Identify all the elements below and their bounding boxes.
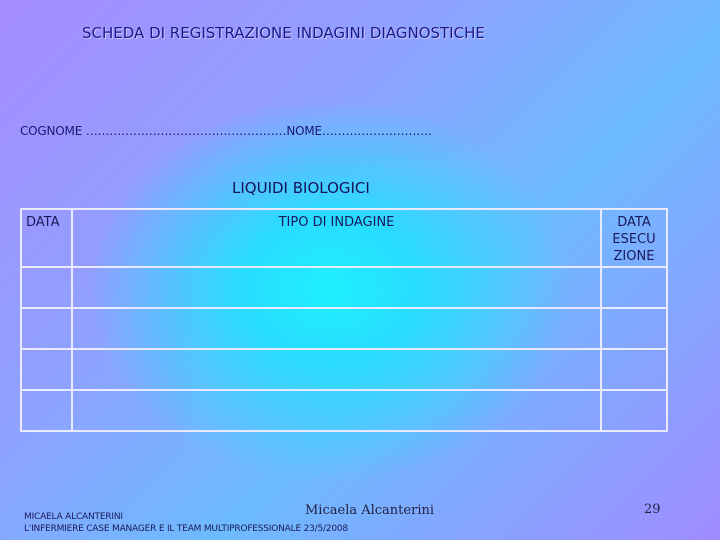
table-cell[interactable] xyxy=(601,267,667,308)
table-cell[interactable] xyxy=(601,308,667,349)
table-cell[interactable] xyxy=(21,390,72,431)
surname-label: COGNOME xyxy=(20,124,83,138)
table-cell[interactable] xyxy=(72,308,601,349)
table-cell[interactable] xyxy=(21,349,72,390)
table-row xyxy=(21,308,667,349)
name-field[interactable]: ………………………. xyxy=(321,124,432,138)
table-cell[interactable] xyxy=(601,390,667,431)
name-label: NOME xyxy=(286,124,322,138)
table-cell[interactable] xyxy=(72,349,601,390)
table-cell[interactable] xyxy=(21,308,72,349)
table-cell[interactable] xyxy=(72,390,601,431)
table-cell[interactable] xyxy=(601,349,667,390)
table-row xyxy=(21,390,667,431)
table-cell[interactable] xyxy=(72,267,601,308)
footer-credits xyxy=(24,511,348,535)
section-title: LIQUIDI BIOLOGICI xyxy=(232,179,370,197)
column-header-execution-date: DATA ESECU ZIONE xyxy=(601,209,667,267)
table-cell[interactable] xyxy=(21,267,72,308)
footer-subtitle: L'INFERMIERE CASE MANAGER E IL TEAM MULTIPROFESSIONALE 23/5/2008 xyxy=(24,524,348,534)
page-number: 29 xyxy=(644,502,661,517)
column-header-date: DATA xyxy=(21,209,72,267)
column-header-exam-type: TIPO DI INDAGINE xyxy=(72,209,601,267)
table-row xyxy=(21,267,667,308)
footer-center-text: Micaela Alcanterini xyxy=(305,503,435,518)
table-header-row xyxy=(21,209,667,267)
table-row xyxy=(21,349,667,390)
surname-field[interactable]: …………………………………………… xyxy=(82,124,287,138)
patient-name-fields xyxy=(20,124,432,140)
page-title: SCHEDA DI REGISTRAZIONE INDAGINI DIAGNOSTICHE xyxy=(82,24,485,42)
registration-table xyxy=(20,208,668,432)
footer-author: MICAELA ALCANTERINI xyxy=(24,512,123,522)
